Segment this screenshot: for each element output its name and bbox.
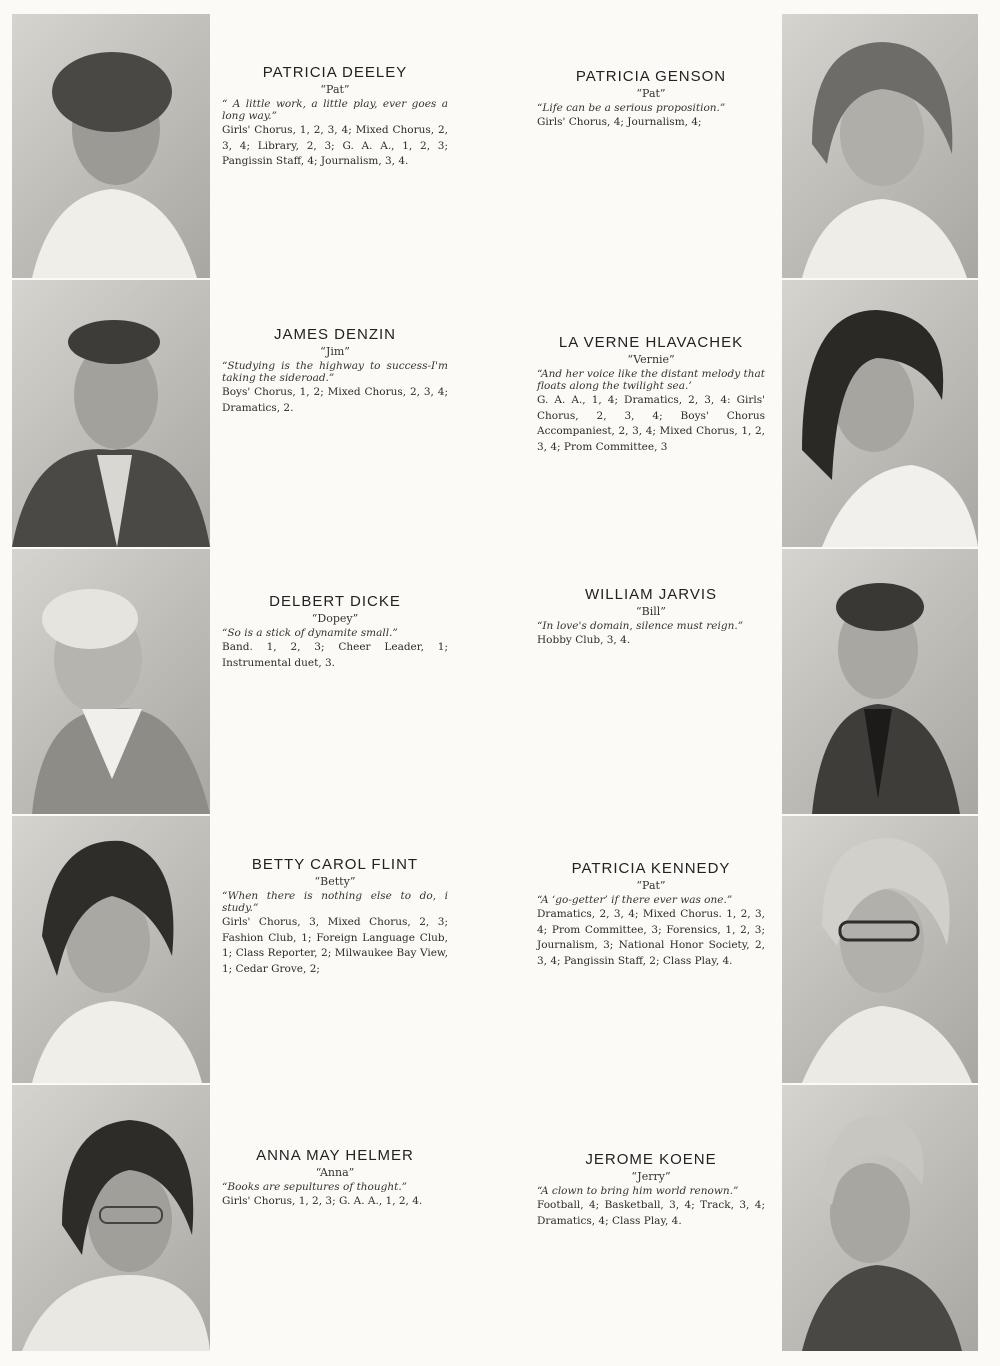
portrait-photo [782, 280, 978, 547]
student-name: PATRICIA GENSON [575, 68, 727, 85]
student-activities: Football, 4; Basketball, 3, 4; Track, 3, 4; Dramatics, 4; Class Play, 4. [537, 1199, 765, 1227]
student-entry [537, 334, 765, 455]
student-activities: Boys' Chorus, 1, 2; Mixed Chorus, 2, 3, 4; Dramatics, 2. [222, 386, 448, 414]
portrait-photo [12, 816, 210, 1083]
portrait-photo [782, 816, 978, 1083]
portrait-photo [12, 549, 210, 814]
student-quote: “ A little work, a little play, ever goes a long way.” [222, 98, 448, 122]
student-name: ANNA MAY HELMER [256, 1147, 414, 1164]
student-quote: “Books are sepultures of thought.” [222, 1181, 408, 1193]
student-name: BETTY CAROL FLINT [251, 856, 419, 873]
student-entry [222, 1147, 448, 1210]
student-name: PATRICIA DEELEY [262, 64, 408, 81]
student-quote: “And her voice like the distant melody that floats along the twilight sea.’ [537, 368, 765, 392]
student-quote: “Life can be a serious proposition.” [537, 102, 726, 114]
student-entry [537, 68, 765, 131]
student-name: WILLIAM JARVIS [584, 586, 718, 603]
student-quote: “A clown to bring him world renown.” [537, 1185, 739, 1197]
student-quote: “In love's domain, silence must reign.” [537, 620, 744, 632]
student-nickname: “Vernie” [627, 353, 675, 366]
student-activities: G. A. A., 1, 4; Dramatics, 2, 3, 4: Girls' Chorus, 2, 3, 4; Boys' Chorus Accompaniest, 2, 3, 4; Mixed Chorus, 1, 2, 3, 4; Prom Committee, 3 [537, 394, 765, 453]
student-nickname: “Pat” [320, 83, 350, 96]
student-entry [537, 1151, 765, 1229]
student-entry [537, 586, 765, 649]
student-activities: Girls' Chorus, 3, Mixed Chorus, 2, 3; Fashion Club, 1; Foreign Language Club, 1; Class Reporter, 2; Milwaukee Bay View, 1; Cedar Grove, 2; [222, 916, 448, 975]
student-entry [537, 860, 765, 969]
student-quote: “When there is nothing else to do, i study.” [222, 890, 448, 914]
student-nickname: “Jim” [320, 345, 350, 358]
student-nickname: “Bill” [636, 605, 666, 618]
student-name: PATRICIA KENNEDY [571, 860, 731, 877]
student-name: DELBERT DICKE [269, 593, 401, 610]
student-activities: Girls' Chorus, 1, 2, 3; G. A. A., 1, 2, 4. [222, 1195, 423, 1207]
student-entry [222, 593, 448, 671]
student-activities: Girls' Chorus, 4; Journalism, 4; [537, 116, 702, 128]
student-nickname: “Betty” [314, 875, 356, 888]
portrait-photo [782, 14, 978, 278]
student-nickname: “Anna” [315, 1166, 355, 1179]
student-nickname: “Pat” [636, 87, 666, 100]
student-entry [222, 856, 448, 977]
student-nickname: “Pat” [636, 879, 666, 892]
student-name: JAMES DENZIN [273, 326, 396, 343]
student-name: LA VERNE HLAVACHEK [558, 334, 744, 351]
student-activities: Girls' Chorus, 1, 2, 3, 4; Mixed Chorus, 2, 3, 4; Library, 2, 3; G. A. A., 1, 2, 3; Pangissin Staff, 4; Journalism, 3, 4. [222, 124, 448, 167]
student-activities: Dramatics, 2, 3, 4; Mixed Chorus. 1, 2, 3, 4; Prom Committee, 3; Forensics, 1, 2, 3; Journalism, 3; National Honor Society, 2, 3, 4; Pangissin Staff, 2; Class Play, 4. [537, 908, 765, 967]
student-name: JEROME KOENE [585, 1151, 717, 1168]
student-entry [222, 64, 448, 170]
portrait-photo [12, 280, 210, 547]
portrait-photo [782, 1085, 978, 1351]
student-nickname: “Dopey” [311, 612, 359, 625]
student-quote: “A ‘go-getter’ if there ever was one.” [537, 894, 733, 906]
student-activities: Hobby Club, 3, 4. [537, 634, 631, 646]
student-nickname: “Jerry” [631, 1170, 671, 1183]
portrait-photo [782, 549, 978, 814]
portrait-photo [12, 14, 210, 278]
portrait-photo [12, 1085, 210, 1351]
student-activities: Band. 1, 2, 3; Cheer Leader, 1; Instrumental duet, 3. [222, 641, 448, 669]
student-entry [222, 326, 448, 416]
student-quote: “So is a stick of dynamite small.” [222, 627, 398, 639]
student-quote: “Studying is the highway to success-I'm taking the sideroad.” [222, 360, 448, 384]
